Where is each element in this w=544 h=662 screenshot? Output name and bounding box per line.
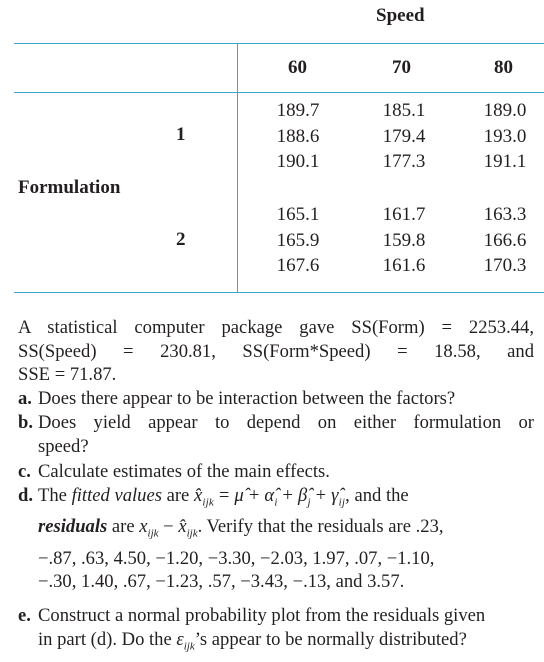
table-cell: 170.3 (483, 255, 527, 276)
speed-80-header: 80 (494, 57, 513, 78)
residuals-line: −.87, .63, 4.50, −1.20, −3.30, −2.03, 1.97, .07, −1.10, (38, 547, 435, 569)
question-e-line2: in part (d). Do the $\varepsilon_{ijk}’s$ appear to be normally distributed? (38, 628, 467, 653)
table-cell: 188.6 (276, 125, 320, 147)
intro-line: A statistical computer package gave SS(Form) = 2253.44, (18, 317, 534, 338)
question-text: Calculate estimates of the main effects. (38, 461, 330, 482)
question-d-line2: residuals are $x_{ijk}$ − $x̂_{ijk}$. Verify that the residuals are .23, (38, 516, 444, 541)
question-label: e. (18, 605, 31, 626)
table-rule-bottom (14, 292, 544, 293)
intro-line: SS(Speed) = 230.81, SS(Form*Speed) = 18.58, and (18, 340, 534, 362)
formulation-2-label: 2 (176, 229, 186, 250)
formulation-1-label: 1 (176, 124, 186, 145)
question-label: b. (18, 412, 33, 433)
speed-header: Speed (376, 5, 425, 26)
table-cell: 189.7 (276, 100, 320, 121)
table-rule-header-bottom (14, 92, 544, 93)
table-cell: 177.3 (382, 151, 426, 172)
question-label: a. (18, 388, 32, 409)
table-cell: 189.0 (483, 100, 527, 121)
residuals-term: residuals (38, 516, 108, 538)
f1-speed60-values (258, 98, 338, 175)
f2-speed80-values (465, 202, 544, 279)
question-d-line1: The fitted values are $x̂_{ijk}$ = μ̂ + $\alphâ_i$ + $\betâ_j$ + $\gammâ_{ij}$, and the (38, 485, 409, 509)
fitted-values-formula: $x̂_{ijk}$ = μ̂ + $\alphâ_i$ + $\betâ_j$ + $\gammâ_{ij}$ (193, 485, 346, 509)
table-cell: 163.3 (483, 204, 527, 225)
question-text: speed? (38, 435, 89, 457)
table-cell: 161.6 (382, 255, 426, 276)
table-cell: 159.8 (382, 229, 426, 251)
speed-70-header: 70 (392, 57, 411, 78)
question-label: d. (18, 485, 33, 506)
residuals-line: −.30, 1.40, .67, −1.23, .57, −3.43, −.13, and 3.57. (38, 571, 405, 593)
table-rule-top (238, 43, 544, 44)
table-cell: 193.0 (483, 125, 527, 147)
fitted-values-term: fitted values (71, 485, 162, 506)
table-cell: 179.4 (382, 125, 426, 147)
formulation-header: Formulation (18, 177, 121, 198)
table-cell: 185.1 (382, 100, 426, 121)
question-label: c. (18, 461, 31, 482)
question-text: Construct a normal probability plot from the residuals given (38, 605, 486, 626)
table-divider (237, 43, 238, 293)
f1-speed70-values (364, 98, 444, 175)
f2-speed60-values (258, 202, 338, 279)
table-cell: 191.1 (483, 151, 527, 172)
question-text: Does yield appear to depend on either formulation or (38, 412, 534, 433)
table-cell: 161.7 (382, 204, 426, 225)
intro-paragraph (18, 316, 534, 387)
table-cell: 165.1 (276, 204, 320, 225)
table-cell: 190.1 (276, 151, 320, 172)
f1-speed80-values (465, 98, 544, 175)
speed-60-header: 60 (288, 57, 307, 78)
epsilon-symbol: $\varepsilon_{ijk}$ (176, 628, 195, 653)
table-cell: 165.9 (276, 229, 320, 251)
f2-speed70-values (364, 202, 444, 279)
table-cell: 166.6 (483, 229, 527, 251)
table-rule-header-left (14, 43, 238, 44)
question-text: Does there appear to be interaction between the factors? (38, 388, 456, 409)
residuals-formula: $x_{ijk}$ − $x̂_{ijk}$ (139, 516, 198, 541)
intro-line: SSE = 71.87. (18, 364, 117, 386)
table-cell: 167.6 (276, 255, 320, 276)
